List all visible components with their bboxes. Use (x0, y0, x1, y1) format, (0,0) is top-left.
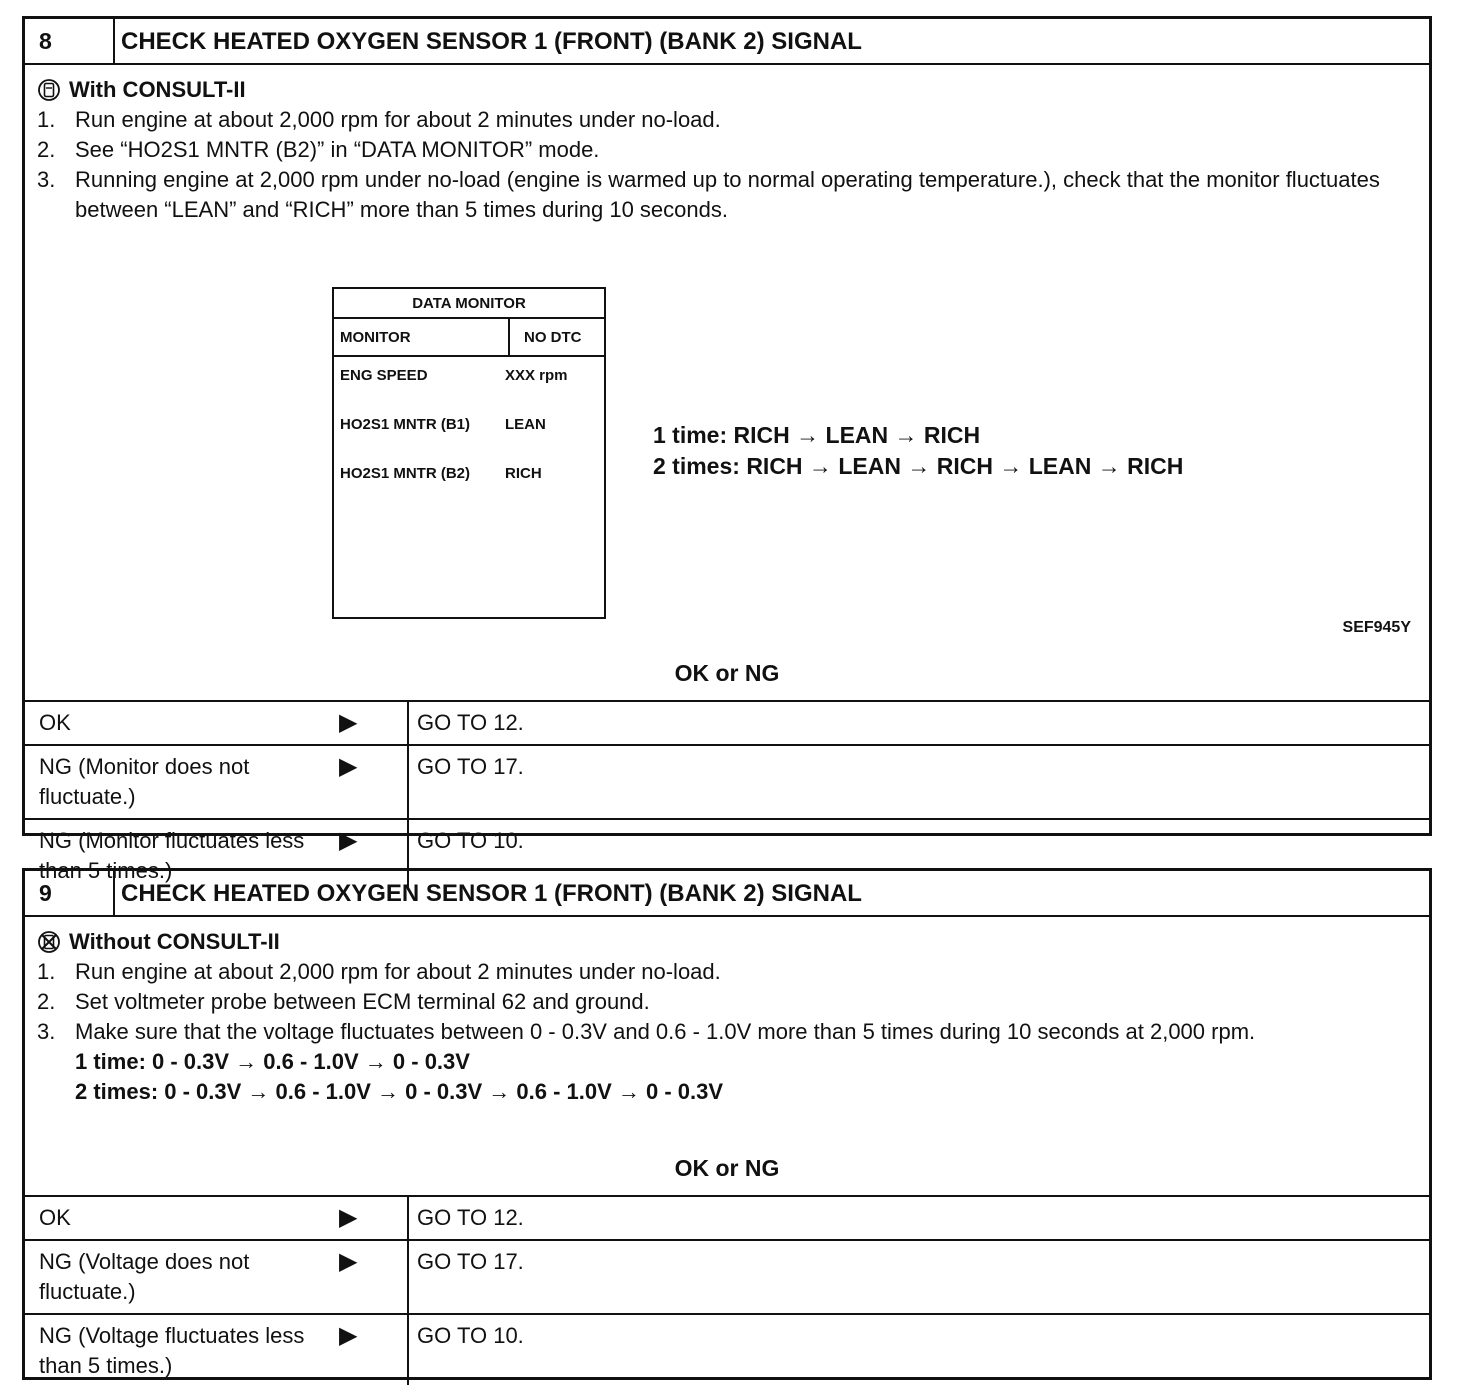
step-title: CHECK HEATED OXYGEN SENSOR 1 (FRONT) (BANK 2) SIGNAL (121, 880, 862, 907)
result-action: GO TO 12. (417, 710, 524, 735)
result-condition: NG (Monitor does not fluctuate.) (39, 754, 250, 809)
monitor-column-label: MONITOR (334, 319, 510, 355)
result-action: GO TO 10. (417, 1323, 524, 1348)
result-row (25, 1313, 1429, 1385)
step-body (25, 917, 1429, 1155)
data-monitor-row: HO2S1 MNTR (B2) RICH (340, 465, 542, 482)
result-condition: OK (39, 710, 71, 735)
data-monitor-row: HO2S1 MNTR (B1) LEAN (340, 416, 546, 433)
step-header (25, 871, 1429, 917)
result-row (25, 700, 1429, 744)
voltage-sequence: 1 time: 0 - 0.3V → 0.6 - 1.0V → 0 - 0.3V 2 times: 0 - 0.3V → 0.6 - 1.0V → 0 - 0.3V → 0.6 - 1.0V → 0 - 0.3V (75, 1049, 724, 1104)
result-action: GO TO 17. (417, 754, 524, 779)
result-table (25, 1195, 1429, 1385)
result-action: GO TO 12. (417, 1205, 524, 1230)
step-number: 9 (25, 871, 115, 915)
arrow-icon: ▶ (339, 1204, 358, 1231)
arrow-icon: ▶ (339, 753, 358, 780)
result-action: GO TO 17. (417, 1249, 524, 1274)
list-item: 2. Set voltmeter probe between ECM terminal 62 and ground. (37, 989, 650, 1014)
mode-line (37, 927, 1417, 957)
mode-line (37, 75, 1417, 105)
result-row (25, 744, 1429, 818)
step-body (25, 65, 1429, 660)
data-monitor-title: DATA MONITOR (334, 289, 604, 319)
list-item: 2. See “HO2S1 MNTR (B2)” in “DATA MONITOR” mode. (37, 137, 600, 162)
result-condition: NG (Monitor fluctuates less than 5 times.) (39, 828, 305, 883)
no-consult-icon (37, 930, 61, 954)
step-header (25, 19, 1429, 65)
arrow-icon: ▶ (339, 1248, 358, 1275)
data-monitor-row: ENG SPEED XXX rpm (340, 367, 568, 384)
figure-reference: SEF945Y (1342, 619, 1411, 636)
result-condition: NG (Voltage does not fluctuate.) (39, 1249, 250, 1304)
step-number: 8 (25, 19, 115, 63)
step-title: CHECK HEATED OXYGEN SENSOR 1 (FRONT) (BANK 2) SIGNAL (121, 28, 862, 55)
mode-label: Without CONSULT-II (69, 929, 280, 954)
procedure-list (37, 957, 1417, 1047)
step-9-box (22, 868, 1432, 1380)
step-8-box (22, 16, 1432, 883)
arrow-icon: ▶ (339, 1322, 358, 1349)
arrow-icon: ▶ (339, 827, 358, 854)
fluctuation-sequence: 1 time: RICH → LEAN → RICH 2 times: RICH → LEAN → RICH → LEAN → RICH (653, 422, 1184, 479)
result-condition: OK (39, 1205, 71, 1230)
consult-icon (37, 78, 61, 102)
arrow-icon: ▶ (339, 709, 358, 736)
result-condition: NG (Voltage fluctuates less than 5 times.) (39, 1323, 305, 1378)
result-action: GO TO 10. (417, 828, 524, 853)
procedure-list (37, 105, 1417, 225)
result-row (25, 1195, 1429, 1239)
ok-or-ng-heading: OK or NG (674, 1155, 780, 1181)
mode-label: With CONSULT-II (69, 77, 246, 102)
result-table (25, 700, 1429, 890)
data-monitor-screen (332, 287, 606, 619)
list-item: 1. Run engine at about 2,000 rpm for about 2 minutes under no-load. (37, 959, 721, 984)
list-item: 3. Make sure that the voltage fluctuates between 0 - 0.3V and 0.6 - 1.0V more than 5 times during 10 seconds at 2,000 rpm. (37, 1019, 1256, 1044)
ok-or-ng-heading: OK or NG (674, 660, 780, 686)
list-item: 3. Running engine at 2,000 rpm under no-load (engine is warmed up to normal operating temperature.), check that the monitor fluctuates between “LEAN” and “RICH” more than 5 times during 10 seconds. (37, 167, 1380, 222)
result-row (25, 1239, 1429, 1313)
dtc-status-label: NO DTC (524, 329, 582, 346)
list-item: 1. Run engine at about 2,000 rpm for about 2 minutes under no-load. (37, 107, 721, 132)
data-monitor-header (334, 319, 604, 357)
